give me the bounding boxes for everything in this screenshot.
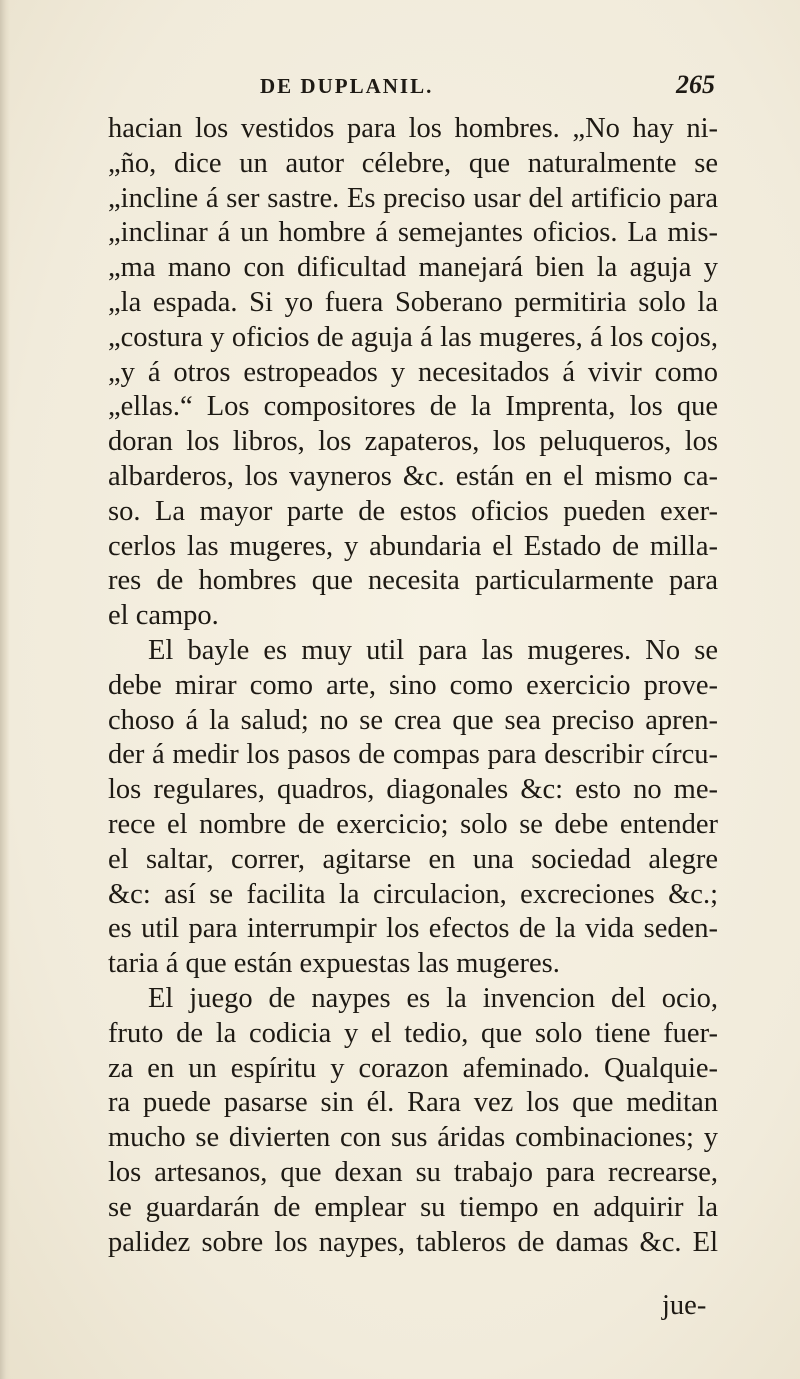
text-line: hacian los vestidos para los hombres. „No hay ni- [108,113,718,144]
page-number: 265 [676,70,715,99]
text-line: rece el nombre de exercicio; solo se debe entender [108,808,718,840]
text-line: za en un espíritu y corazon afeminado. Qualquie- [108,1052,718,1084]
text-line: mucho se divierten con sus áridas combinaciones; y [108,1122,718,1154]
text-line: &c: así se facilita la circulacion, excreciones &c.; [108,878,718,910]
catchword: jue- [662,1290,707,1321]
text-line: „ellas.“ Los compositores de la Imprenta, los que [108,391,718,423]
body-text [108,112,718,1260]
text-line: el saltar, correr, agitarse en una sociedad alegre [108,843,718,875]
text-line: „incline á ser sastre. Es preciso usar del artificio para [108,182,718,214]
text-line: „ma mano con dificultad manejará bien la aguja y [108,252,718,284]
paragraph-end-line: taria á que están expuestas las mugeres. [108,948,560,980]
paragraph-end-line: el campo. [108,600,219,632]
running-head: DE DUPLANIL. [260,74,434,98]
text-line: „la espada. Si yo fuera Soberano permitiria solo la [108,286,718,318]
text-line: res de hombres que necesita particularmente para [108,565,718,597]
text-line: los artesanos, que dexan su trabajo para recrearse, [108,1156,718,1188]
text-line: albarderos, los vayneros &c. están en el mismo ca- [108,460,718,492]
paragraph-start-line: El bayle es muy util para las mugeres. No se [148,634,718,666]
paragraph-start-line: El juego de naypes es la invencion del ocio, [148,982,718,1014]
text-line: ra puede pasarse sin él. Rara vez los que meditan [108,1087,718,1119]
text-line: „y á otros estropeados y necesitados á vivir como [108,356,718,388]
binding-edge [0,0,10,1379]
text-line: choso á la salud; no se crea que sea preciso apren- [108,704,718,736]
text-line: der á medir los pasos de compas para describir círcu- [108,739,718,771]
text-line: doran los libros, los zapateros, los peluqueros, los [108,426,718,458]
text-line: se guardarán de emplear su tiempo en adquirir la [108,1191,718,1223]
text-line: palidez sobre los naypes, tableros de damas &c. El [108,1226,718,1258]
text-line: „ño, dice un autor célebre, que naturalmente se [108,147,718,179]
text-line: „costura y oficios de aguja á las mugeres, á los cojos, [108,321,718,353]
text-line: fruto de la codicia y el tedio, que solo tiene fuer- [108,1017,718,1049]
text-line: cerlos las mugeres, y abundaria el Estado de milla- [108,530,718,562]
text-line: los regulares, quadros, diagonales &c: esto no me- [108,774,718,806]
text-line: es util para interrumpir los efectos de la vida seden- [108,913,718,945]
text-line: „inclinar á un hombre á semejantes oficios. La mis- [108,217,718,249]
page-header [110,66,715,106]
text-line: so. La mayor parte de estos oficios pueden exer- [108,495,718,527]
text-line: debe mirar como arte, sino como exercicio prove- [108,669,718,701]
